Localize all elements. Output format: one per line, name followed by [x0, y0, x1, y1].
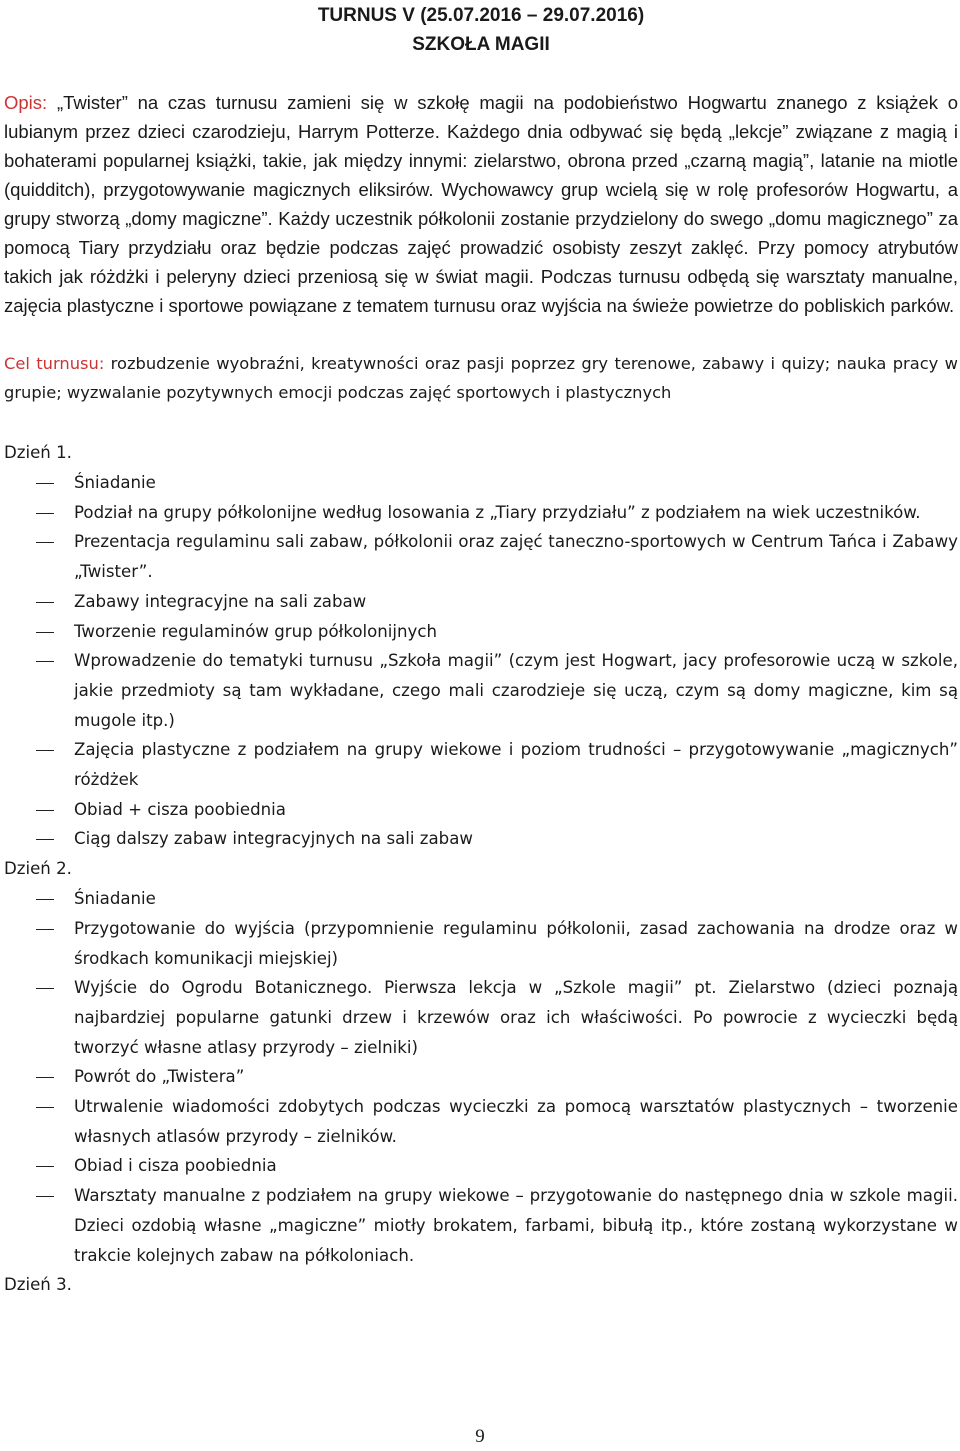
day-2-list — [4, 884, 958, 1270]
list-item-text: Zajęcia plastyczne z podziałem na grupy wiekowe i poziom trudności – przygotowywanie „magicznych” różdżek — [74, 740, 958, 790]
list-item-text: Powrót do „Twistera” — [74, 1067, 245, 1087]
list-item-text: Obiad + cisza poobiednia — [74, 799, 286, 819]
dash-bullet-icon — [36, 602, 54, 603]
list-item-text: Prezentacja regulaminu sali zabaw, półkolonii oraz zajęć taneczno-sportowych w Centrum Tańca i Zabawy „Twister”. — [74, 532, 958, 582]
list-item-text: Utrwalenie wiadomości zdobytych podczas wycieczki za pomocą warsztatów plastycznych – tworzenie własnych atlasów przyrody – zielników. — [74, 1097, 958, 1146]
list-item — [4, 914, 958, 973]
dash-bullet-icon — [36, 839, 54, 840]
dash-bullet-icon — [36, 1166, 54, 1167]
dash-bullet-icon — [36, 750, 54, 751]
dash-bullet-icon — [36, 1077, 54, 1078]
list-item-text: Wyjście do Ogrodu Botanicznego. Pierwsza lekcja w „Szkole magii” pt. Zielarstwo (dzieci poznają najbardziej popularne gatunki drzew i krzewów oraz ich właściwości. Po powrocie z wycieczki będą tworzyć własne atlasy przyrody – zielniki) — [74, 978, 958, 1057]
day-1-heading: Dzień 1. — [4, 443, 72, 462]
goal-label: Cel turnusu: — [4, 354, 105, 373]
dash-bullet-icon — [36, 542, 54, 543]
document-page — [4, 0, 958, 1300]
dash-bullet-icon — [36, 1107, 54, 1108]
goal-text: rozbudzenie wyobraźni, kreatywności oraz pasji poprzez gry terenowe, zabawy i quizy; nauka pracy w grupie; wyzwalanie pozytywnych emocji podczas zajęć sportowych i plastycznych — [4, 354, 958, 402]
list-item — [4, 498, 958, 528]
list-item-text: Warsztaty manualne z podziałem na grupy wiekowe – przygotowanie do następnego dnia w szkole magii. Dzieci ozdobią własne „magiczne” miotły brokatem, farbami, bibułą itp., które zostaną wykorzystane w trakcie kolejnych zabaw na półkoloniach. — [74, 1186, 958, 1265]
list-item — [4, 824, 958, 854]
list-item-text: Wprowadzenie do tematyki turnusu „Szkoła magii” (czym jest Hogwart, jacy profesorowie uczą w szkole, jakie przedmioty są tam wykładane, czego mali czarodzieje się uczą, czym są domy magiczne, kim są mugole itp.) — [74, 651, 958, 730]
list-item — [4, 617, 958, 647]
list-item-text: Tworzenie regulaminów grup półkolonijnych — [74, 621, 437, 641]
list-item-text: Śniadanie — [74, 473, 156, 492]
dash-bullet-icon — [36, 661, 54, 662]
turnus-title: TURNUS V (25.07.2016 – 29.07.2016) — [317, 5, 645, 26]
dash-bullet-icon — [36, 929, 54, 930]
list-item — [4, 587, 958, 617]
list-item-text: Podział na grupy półkolonijne według losowania z „Tiary przydziału” z podziałem na wiek uczestników. — [74, 502, 921, 522]
turnus-subtitle: SZKOŁA MAGII — [412, 34, 550, 55]
list-item — [4, 1181, 958, 1270]
list-item-text: Ciąg dalszy zabaw integracyjnych na sali zabaw — [74, 829, 473, 849]
dash-bullet-icon — [36, 988, 54, 989]
list-item-text: Przygotowanie do wyjścia (przypomnienie regulaminu półkolonii, zasad zachowania na drodze oraz w środkach komunikacji miejskiej) — [74, 918, 958, 968]
dash-bullet-icon — [36, 810, 54, 811]
dash-bullet-icon — [36, 632, 54, 633]
list-item — [4, 973, 958, 1062]
list-item-text: Obiad i cisza poobiednia — [74, 1156, 277, 1176]
list-item — [4, 1092, 958, 1151]
list-item — [4, 1151, 958, 1181]
list-item — [4, 646, 958, 735]
goal-paragraph — [4, 349, 958, 407]
page-number: 9 — [475, 1426, 485, 1447]
day-1-list — [4, 468, 958, 854]
list-item-text: Zabawy integracyjne na sali zabaw — [74, 591, 367, 611]
description-label: Opis: — [4, 92, 48, 113]
day-3-heading: Dzień 3. — [4, 1275, 72, 1295]
list-item — [4, 468, 958, 498]
list-item — [4, 735, 958, 794]
dash-bullet-icon — [36, 899, 54, 900]
list-item — [4, 884, 958, 914]
description-text: „Twister” na czas turnusu zamieni się w szkołę magii na podobieństwo Hogwartu znanego z książek o lubianym przez dzieci czarodzieju, Harrym Potterze. Każdego dnia odbywać się będą „lekcje” związane z magią i bohaterami popularnej książki, takie, jak między innymi: zielarstwo, obrona przed „czarną magią”, latanie na miotle (quidditch), przygotowywanie magicznych eliksirów. Wychowawcy grup wcielą się w rolę profesorów Hogwartu, a grupy stworzą „domy magiczne”. Każdy uczestnik półkolonii zostanie przydzielony do swego „domu magicznego” za pomocą Tiary przydziału oraz będzie podczas zajęć prowadzić osobisty zeszyt zaklęć. Przy pomocy atrybutów takich jak różdżki i peleryny dzieci przeniosą się w świat magii. Podczas turnusu odbędą się warsztaty manualne, zajęcia plastyczne i sportowe powiązane z tematem turnusu oraz wyjścia na świeże powietrze do pobliskich parków. — [4, 92, 958, 316]
day-2-heading: Dzień 2. — [4, 859, 72, 879]
dash-bullet-icon — [36, 1196, 54, 1197]
dash-bullet-icon — [36, 483, 54, 484]
dash-bullet-icon — [36, 513, 54, 514]
list-item — [4, 795, 958, 825]
list-item — [4, 1062, 958, 1092]
description-paragraph — [4, 88, 958, 320]
list-item — [4, 527, 958, 586]
list-item-text: Śniadanie — [74, 889, 156, 909]
